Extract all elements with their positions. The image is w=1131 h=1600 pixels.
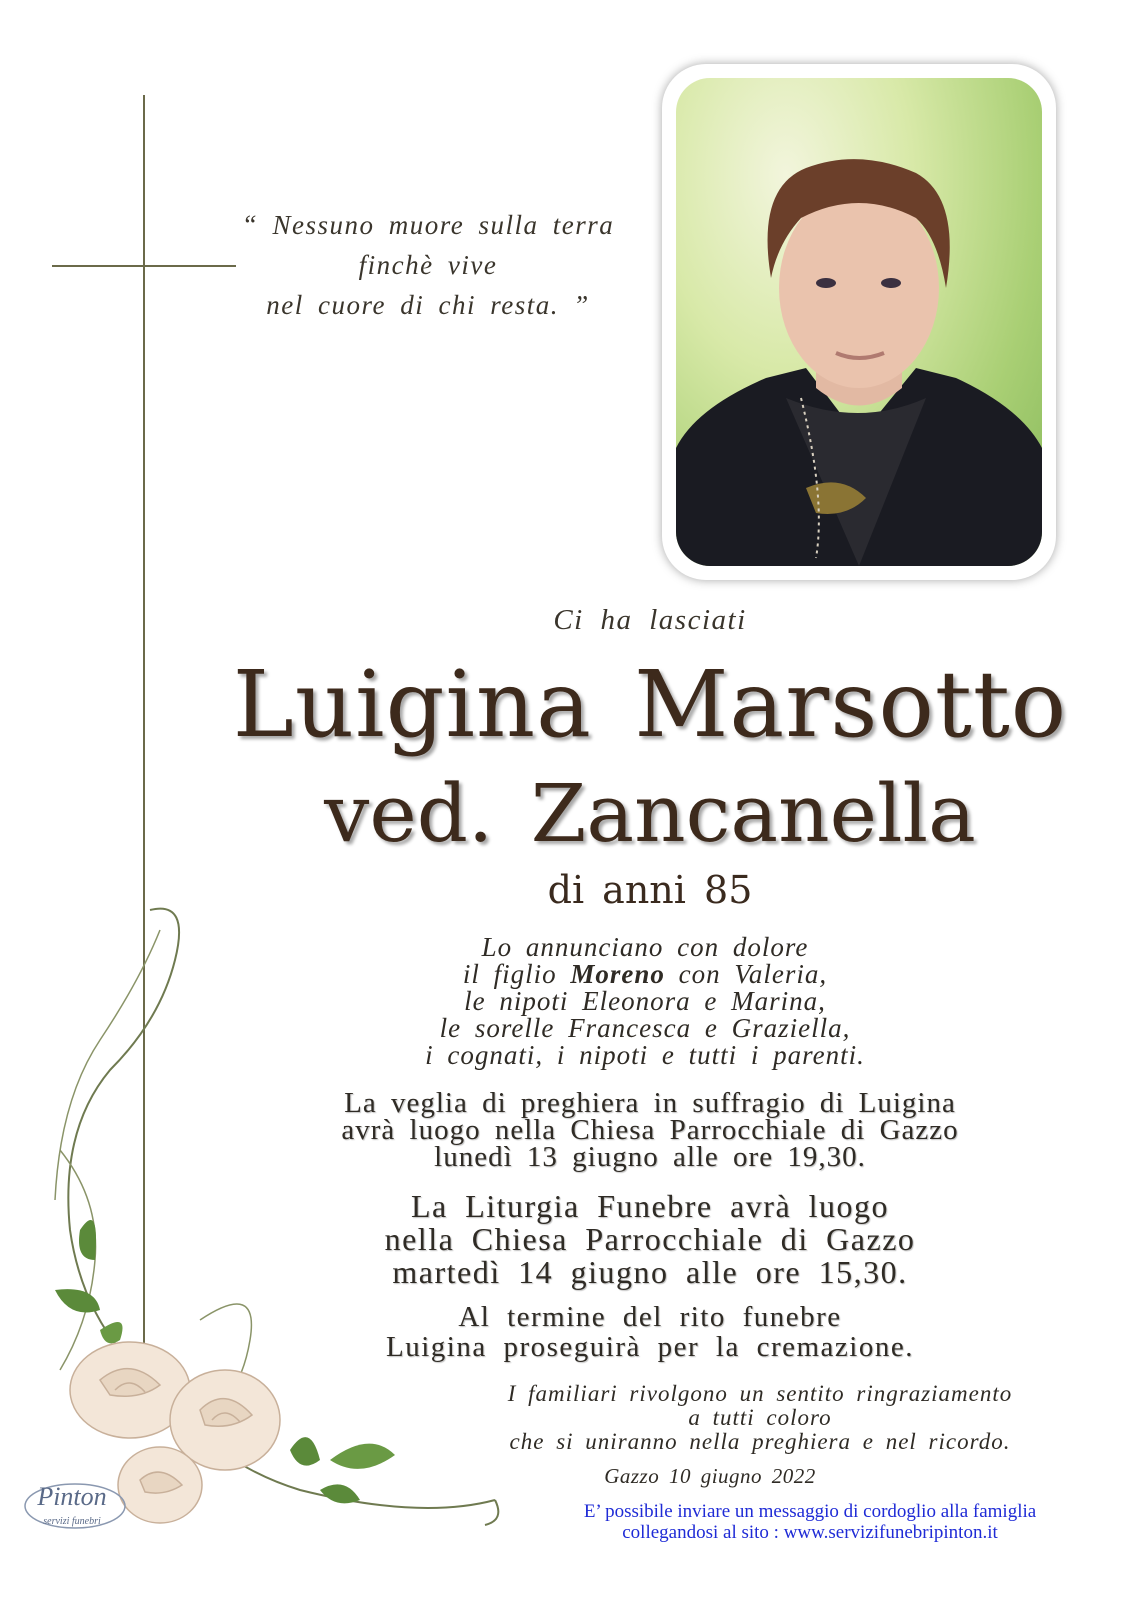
- notice-date: Gazzo 10 giugno 2022: [604, 1464, 816, 1488]
- vigil-line-2: avrà luogo nella Chiesa Parrocchiale di Gazzo: [341, 1114, 959, 1146]
- thanks-line-2: a tutti coloro: [688, 1405, 832, 1430]
- liturgy-line-2: nella Chiesa Parrocchiale di Gazzo: [384, 1221, 916, 1257]
- quote: [238, 205, 618, 325]
- liturgy-line-1: La Liturgia Funebre avrà luogo: [410, 1188, 890, 1224]
- vigil-line-1: La veglia di preghiera in suffragio di Luigina: [344, 1087, 956, 1119]
- portrait-photo: [676, 78, 1042, 566]
- condolence-footer: [500, 1501, 1120, 1543]
- family-line-2-post: con Valeria,: [664, 959, 828, 989]
- cross-horizontal: [52, 265, 236, 267]
- thanks-note: [440, 1382, 1080, 1454]
- logo-name: Pinton: [37, 1482, 107, 1511]
- cremation-line-1: Al termine del rito funebre: [458, 1301, 842, 1333]
- family-line-4: le sorelle Francesca e Graziella,: [439, 1013, 851, 1043]
- deceased-name: Luigina Marsotto: [232, 651, 1068, 758]
- son-name: Moreno: [570, 959, 665, 989]
- quote-line-1: “ Nessuno muore sulla terra: [241, 210, 615, 240]
- lead-text: Ci ha lasciati: [553, 604, 747, 636]
- family-line-2-pre: il figlio: [462, 959, 571, 989]
- cremation-line-2: Luigina proseguirà per la cremazione.: [386, 1331, 914, 1363]
- quote-line-2: finchè vive: [358, 250, 498, 280]
- deceased-surname-line: ved. Zancanella: [324, 767, 976, 860]
- family-line-3: le nipoti Eleonora e Marina,: [464, 986, 826, 1016]
- footer-line-1: E’ possibile inviare un messaggio di cordoglio alla famiglia: [583, 1501, 1037, 1522]
- logo-subtitle: servizi funebri: [43, 1516, 101, 1527]
- portrait-icon: [676, 78, 1042, 566]
- family-line-5: i cognati, i nipoti e tutti i parenti.: [425, 1040, 865, 1070]
- footer-line-2: collegandosi al sito : www.servizifunebripinton.it: [622, 1522, 998, 1543]
- liturgy-line-3: martedì 14 giugno alle ore 15,30.: [392, 1254, 908, 1290]
- thanks-line-3: che si uniranno nella preghiera e nel ricordo.: [509, 1429, 1011, 1454]
- quote-line-3: nel cuore di chi resta. ”: [266, 290, 590, 320]
- deceased-age: di anni 85: [547, 868, 753, 912]
- thanks-line-1: I familiari rivolgono un sentito ringraziamento: [507, 1381, 1013, 1406]
- roses-floral-icon: [0, 900, 520, 1560]
- vigil-line-3: lunedì 13 giugno alle ore 19,30.: [434, 1141, 866, 1173]
- family-line-1: Lo annunciano con dolore: [481, 932, 809, 962]
